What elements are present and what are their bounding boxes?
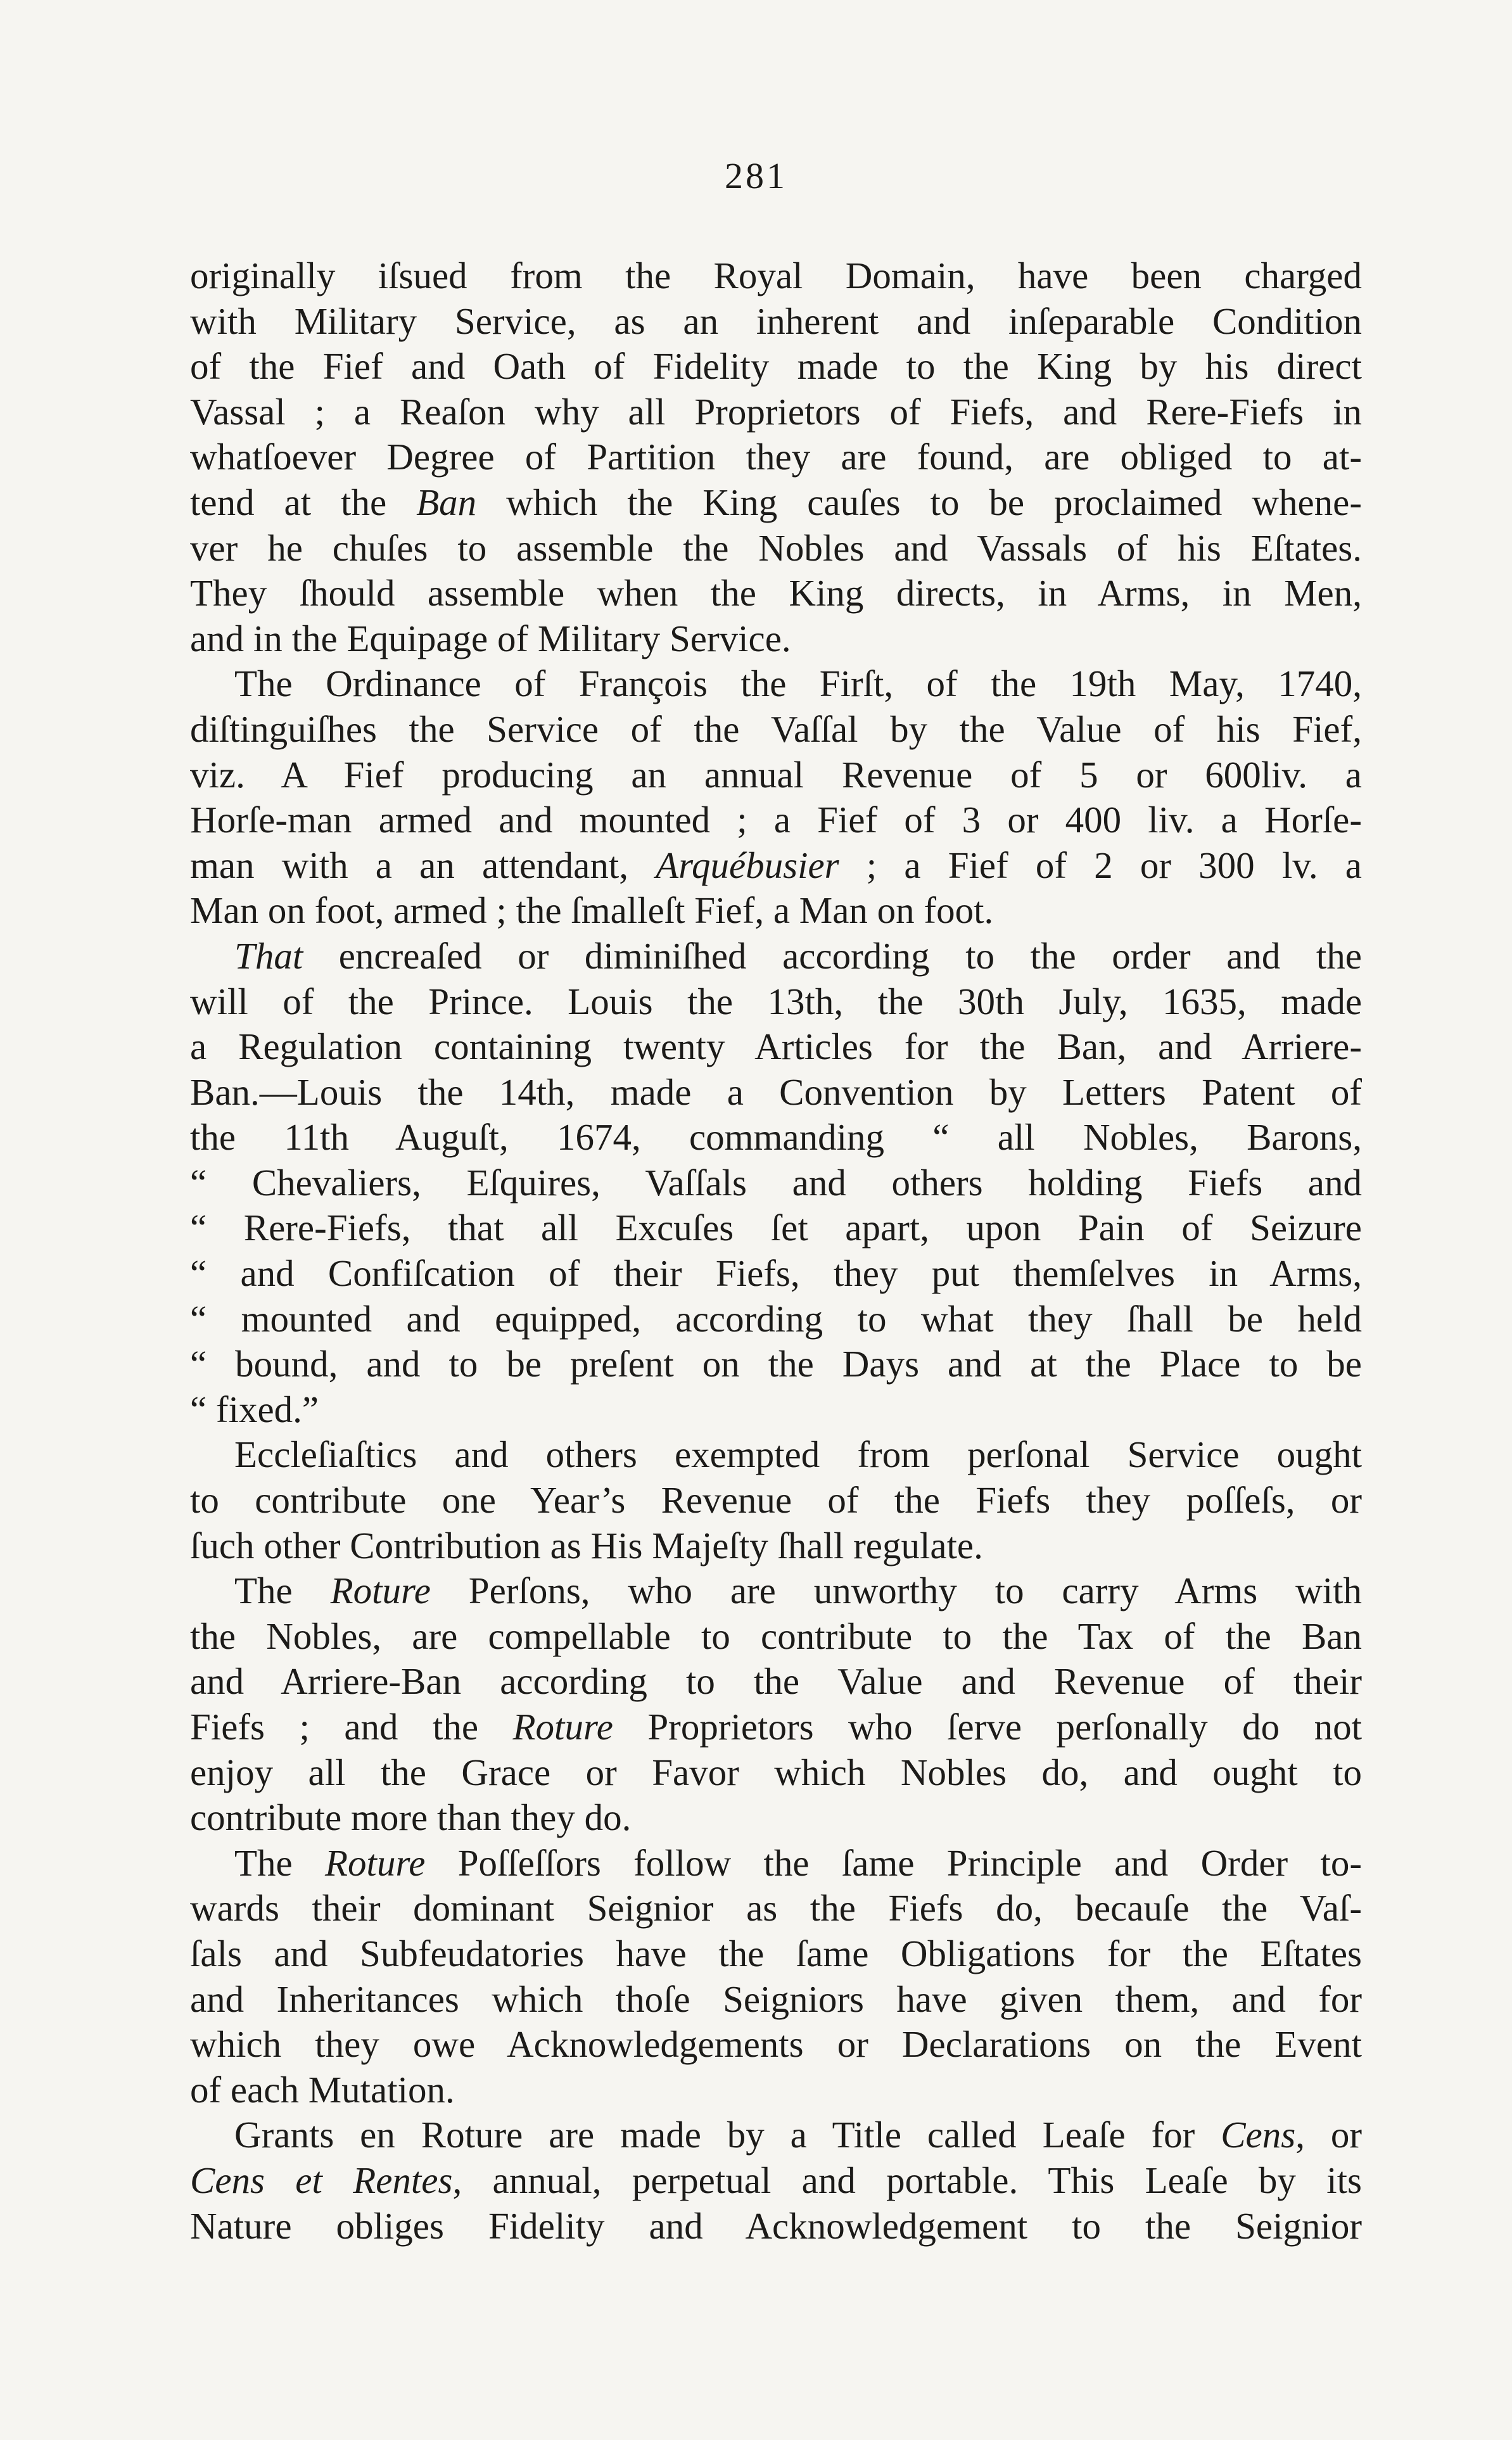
text-line: The Roture Perſons, who are unworthy to carry Arms with — [234, 1570, 1362, 1612]
text-line: “ Rere-Fiefs, that all Excuſes ſet apart, upon Pain of Seizure — [190, 1207, 1362, 1249]
text-line: The Ordinance of François the Firſt, of the 19th May, 1740, — [234, 663, 1362, 705]
text-line: wards their dominant Seignior as the Fiefs do, becauſe the Vaſ- — [190, 1887, 1362, 1929]
text-line: and in the Equipage of Military Service. — [190, 617, 791, 659]
text-line: The Roture Poſſeſſors follow the ſame Principle and Order to- — [234, 1841, 1362, 1884]
text-line: “ bound, and to be preſent on the Days and at the Place to be — [190, 1343, 1362, 1385]
text-line: diſtinguiſhes the Service of the Vaſſal by the Value of his Fief, — [190, 708, 1362, 750]
text-line: They ſhould assemble when the King directs, in Arms, in Men, — [190, 572, 1362, 614]
text-line: of each Mutation. — [190, 2068, 455, 2111]
text-line: ver he chuſes to assemble the Nobles and Vassals of his Eſtates. — [190, 526, 1362, 569]
text-line: a Regulation containing twenty Articles for the Ban, and Arriere- — [190, 1026, 1362, 1068]
text-line: originally iſsued from the Royal Domain, have been charged — [190, 255, 1362, 296]
text-line: Grants en Roture are made by a Title called Leaſe for Cens, or — [234, 2114, 1362, 2156]
text-line: and Arriere-Ban according to the Value and Revenue of their — [190, 1660, 1362, 1703]
text-line: Fiefs ; and the Roture Proprietors who ſerve perſonally do not — [190, 1706, 1362, 1748]
text-line: Ban.—Louis the 14th, made a Convention by Letters Patent of — [190, 1071, 1362, 1113]
text-line: Man on foot, armed ; the ſmalleſt Fief, a Man on foot. — [190, 889, 994, 932]
text-line: “ fixed.” — [190, 1388, 319, 1430]
text-line: Vassal ; a Reaſon why all Proprietors of Fiefs, and Rere-Fiefs in — [190, 390, 1362, 433]
text-line: which they owe Acknowledgements or Declarations on the Event — [190, 2023, 1362, 2066]
text-line: Nature obliges Fidelity and Acknowledgement to the Seignior — [190, 2204, 1362, 2247]
text-line: Eccleſiaſtics and others exempted from perſonal Service ought — [234, 1433, 1362, 1476]
text-line: “ Chevaliers, Eſquires, Vaſſals and others holding Fiefs and — [190, 1161, 1362, 1204]
text-line: the 11th Auguſt, 1674, commanding “ all Nobles, Barons, — [190, 1116, 1362, 1159]
text-line: and Inheritances which thoſe Seigniors have given them, and for — [190, 1978, 1362, 2020]
text-line: of the Fief and Oath of Fidelity made to the King by his direct — [190, 345, 1362, 388]
text-line: Cens et Rentes, annual, perpetual and portable. This Leaſe by its — [190, 2159, 1362, 2201]
text-line: the Nobles, are compellable to contribute to the Tax of the Ban — [190, 1615, 1362, 1657]
text-line: viz. A Fief producing an annual Revenue of 5 or 600liv. a — [190, 753, 1362, 796]
text-line: “ and Confiſcation of their Fiefs, they put themſelves in Arms, — [190, 1252, 1362, 1295]
text-line: will of the Prince. Louis the 13th, the 30th July, 1635, made — [190, 980, 1362, 1022]
text-line: whatſoever Degree of Partition they are found, are obliged to at- — [190, 436, 1362, 478]
text-line: ſuch other Contribution as His Majeſty ſhall regulate. — [190, 1524, 983, 1566]
body-text — [190, 253, 1362, 2249]
text-line: tend at the Ban which the King cauſes to be proclaimed whene- — [190, 481, 1362, 523]
text-line: “ mounted and equipped, according to what they ſhall be held — [190, 1297, 1362, 1340]
page-number: 281 — [725, 155, 787, 196]
text-line: with Military Service, as an inherent and inſeparable Condition — [190, 300, 1362, 342]
text-line: contribute more than they do. — [190, 1796, 632, 1839]
text-line: Horſe-man armed and mounted ; a Fief of 3 or 400 liv. a Horſe- — [190, 799, 1362, 841]
text-line: man with a an attendant, Arquébusier ; a Fief of 2 or 300 lv. a — [190, 844, 1362, 886]
text-line: enjoy all the Grace or Favor which Nobles do, and ought to — [190, 1751, 1362, 1793]
text-line: to contribute one Year’s Revenue of the Fiefs they poſſeſs, or — [190, 1479, 1362, 1522]
text-line: That encreaſed or diminiſhed according to the order and the — [234, 934, 1362, 977]
text-line: ſals and Subfeudatories have the ſame Obligations for the Eſtates — [190, 1932, 1362, 1974]
